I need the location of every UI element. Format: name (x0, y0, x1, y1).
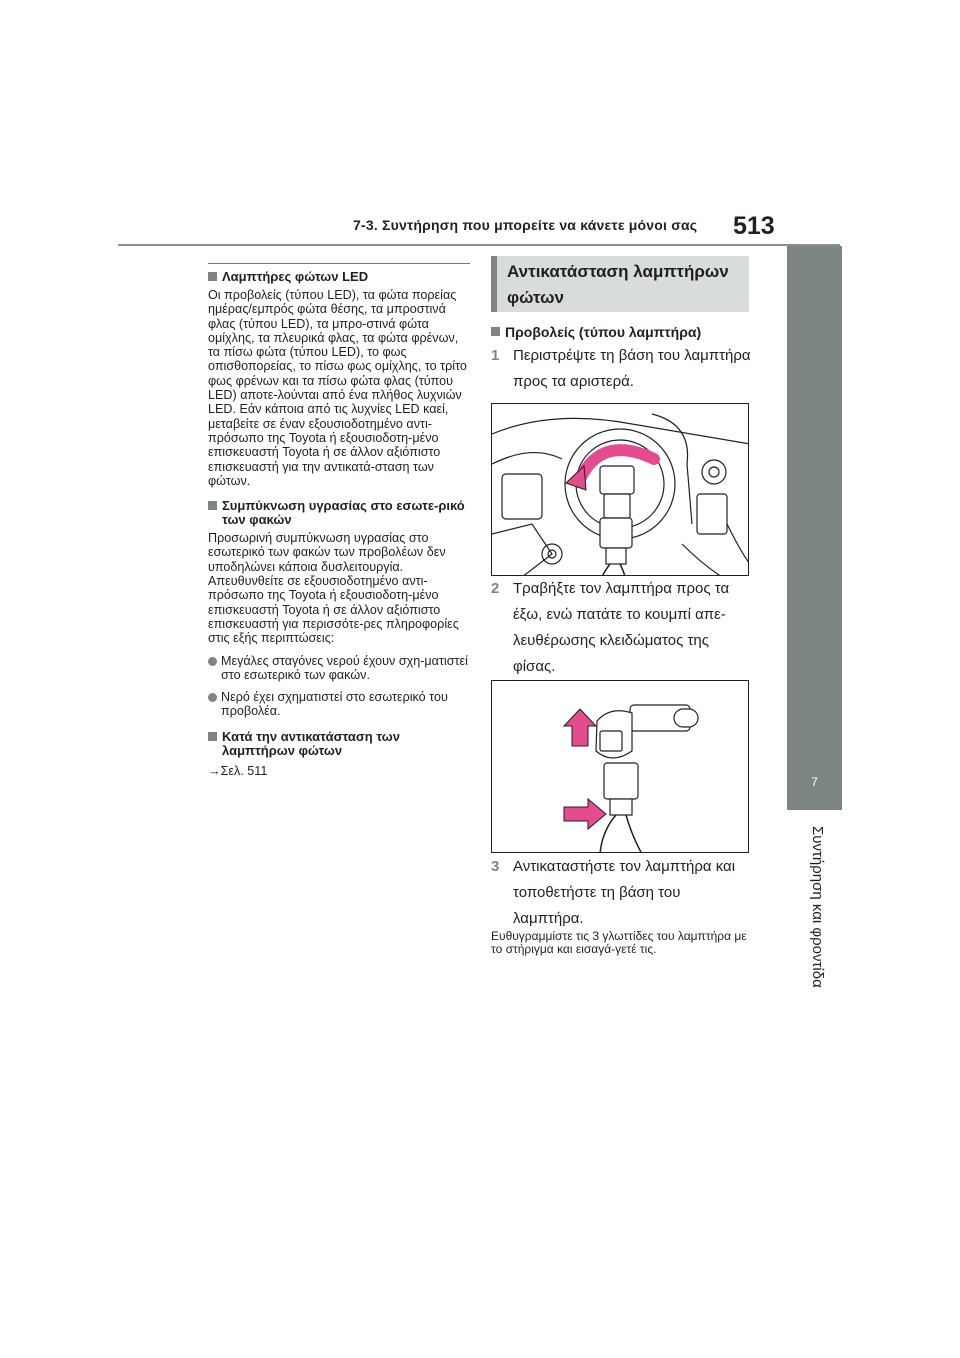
figure-pull-bulb (491, 680, 749, 853)
column-rule (208, 263, 470, 264)
section-title-box (491, 256, 749, 312)
bullet-item: Μεγάλες σταγόνες νερού έχουν σχη-ματιστεί στο εσωτερικό των φακών. (208, 654, 470, 683)
chapter-number: 7 (811, 775, 818, 789)
step-2 (491, 576, 751, 680)
step-1 (491, 343, 751, 395)
led-lights-body: Οι προβολείς (τύπου LED), τα φώτα πορείας ημέρας/εμπρός φώτα θέσης, τα μπροστινά φλας (τύπου LED), τα μπρο-στινά φώτα ομίχλης, τα πλευρικά φλας, τα φώτα φρένων, τα πίσω φώτα (τύπου LED), το φως οπισθοπορείας, το πίσω φως ομίχλης, το τρίτο φως φρένων και τα πίσω φώτα φλας (τύπου LED) αποτε-λούνται από ένα πλήθος λυχνιών LED. Εάν κάποια από τις λυχνίες LED καεί, μεταβείτε σε έναν εξουσιοδοτημένο αντι-πρόσωπο της Toyota ή εξουσιοδοτη-μένο επισκευαστή Toyota ή σε άλλον αξιόπιστο επισκευαστή για την αντικατά-σταση των φώτων. (208, 288, 467, 488)
step-number: 2 (491, 580, 500, 597)
headlights-subheading: Προβολείς (τύπου λαμπτήρα) (491, 325, 763, 339)
chapter-tab (787, 246, 842, 810)
headlight-assembly-illustration (492, 404, 749, 576)
condensation-body: Προσωρινή συμπύκνωση υγρασίας στο εσωτερικό των φακών των προβολέων δεν υποδηλώνει κάποια δυσλειτουργία. Απευθυνθείτε σε εξουσιοδοτημένο αντι-πρόσωπο της Toyota ή εξουσιοδοτη-μένο επισκευαστή Toyota ή σε άλλον αξιόπιστο επισκευαστή για περισσότε-ρες πληροφορίες στις εξής περιπτώσεις: (208, 531, 459, 646)
bulb-connector-illustration (492, 681, 749, 853)
page-reference: →Σελ. 511 (208, 763, 268, 778)
step-3-note: Ευθυγραμμίστε τις 3 γλωττίδες του λαμπτήρα με το στήριγμα και εισαγά-γετέ τις. (491, 929, 747, 956)
step-number: 1 (491, 347, 500, 364)
step-text: Τραβήξτε τον λαμπτήρα προς τα έξω, ενώ πατάτε το κουμπί απε-λευθέρωσης κλειδώματος της φίσας. (513, 580, 730, 675)
led-lights-heading: Λαμπτήρες φώτων LED (208, 270, 470, 284)
step-text: Αντικαταστήστε τον λαμπτήρα και τοποθετήστε τη βάση του λαμπτήρα. (513, 858, 736, 927)
step-text: Περιστρέψτε τη βάση του λαμπτήρα προς τα αριστερά. (513, 347, 751, 390)
left-column (208, 270, 470, 778)
step-number: 3 (491, 858, 500, 875)
header-rule (118, 244, 840, 246)
figure-rotate-bulb (491, 403, 749, 576)
running-header: 7-3. Συντήρηση που μπορείτε να κάνετε μόνοι σας (353, 217, 698, 233)
section-title-line-2: φώτων (507, 288, 564, 307)
section-title-line-1: Αντικατάσταση λαμπτήρων (507, 262, 729, 281)
page-number: 513 (733, 212, 775, 240)
bullet-item: Νερό έχει σχηματιστεί στο εσωτερικό του προβολέα. (208, 690, 470, 719)
chapter-title: Συντήρηση και φροντίδα (809, 826, 826, 988)
replacing-heading: Κατά την αντικατάσταση των λαμπτήρων φώτων (208, 730, 470, 758)
condensation-heading: Συμπύκνωση υγρασίας στο εσωτε-ρικό των φακών (208, 499, 470, 527)
step-3 (491, 854, 751, 932)
